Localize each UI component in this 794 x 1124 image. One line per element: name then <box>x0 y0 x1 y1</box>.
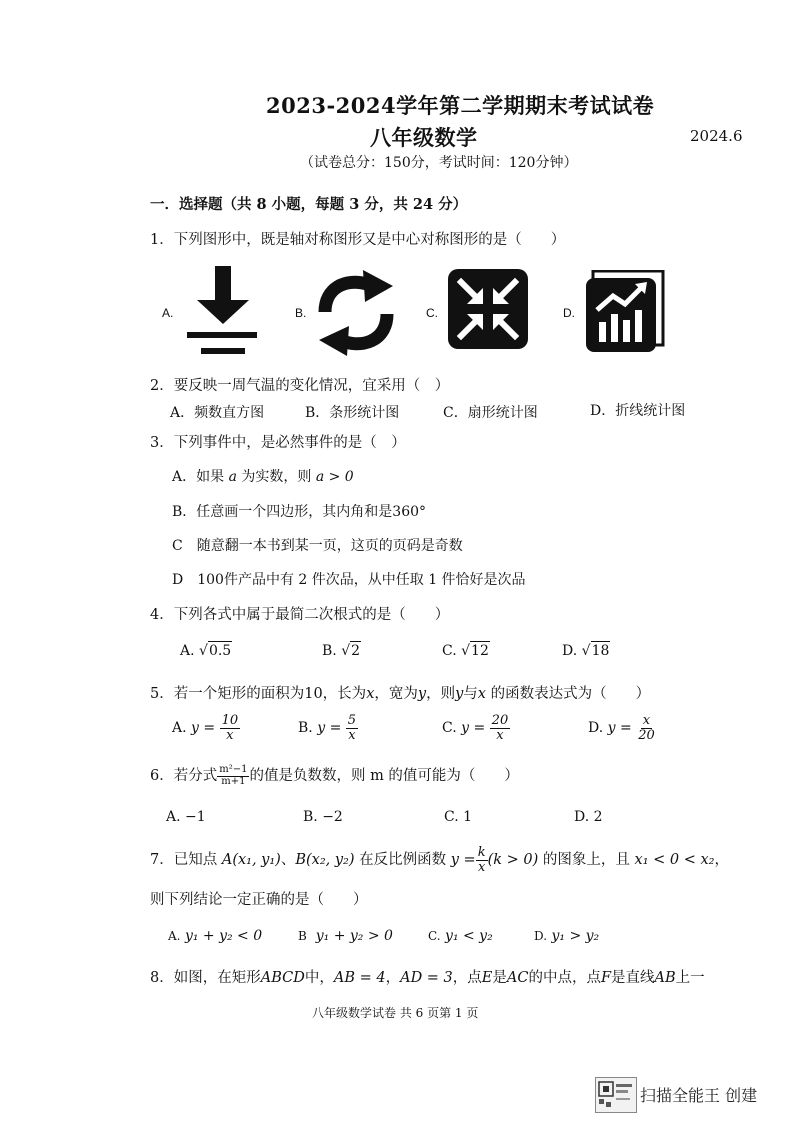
question-2-stem: 2．要反映一周气温的变化情况，宜采用（ ） <box>150 378 450 394</box>
q8-mid3: ，点 <box>452 970 482 986</box>
q7-a-label: A. <box>168 929 181 943</box>
q5-d-den: 20 <box>638 727 655 743</box>
scanner-logo-icon <box>595 1077 637 1113</box>
q5-var-y: y <box>417 686 427 702</box>
q8-mid6: 是直线 <box>611 970 655 986</box>
q5-var-y2: y <box>455 686 464 702</box>
q5-b-lhs: y = <box>317 720 342 737</box>
q6-option-c: C. 1 <box>444 809 473 825</box>
q6-stem-pre: 6．若分式 <box>150 768 218 784</box>
q7-stem-mid: 在反比例函数 <box>354 852 451 869</box>
q7-func-num: k <box>477 845 486 860</box>
q5-option-b <box>298 714 358 742</box>
q5-option-c <box>442 714 510 742</box>
q7-c-label: C. <box>428 929 441 943</box>
q4-option-d <box>562 641 610 659</box>
page-footer: 八年级数学试卷 共 6 页第 1 页 <box>312 1006 479 1020</box>
q7-point-a: A(x₁, y₁) <box>221 852 281 869</box>
q1-label-a: A. <box>162 306 174 320</box>
q3-a-pre: A．如果 <box>172 469 229 485</box>
q8-e: E <box>481 970 493 986</box>
question-7-line2: 则下列结论一定正确的是（ ） <box>150 892 368 908</box>
q5-c-num: 20 <box>491 713 509 728</box>
q5-d-fraction <box>636 714 657 742</box>
q5-d-label: D. <box>588 720 604 737</box>
refresh-arrows-icon <box>315 268 397 358</box>
q6-frac-num: m²−1 <box>219 764 248 775</box>
q4-d-label: D. <box>562 643 578 659</box>
q8-f: F <box>600 970 612 986</box>
q1-label-b: B. <box>295 306 307 320</box>
sqrt-symbol-a: √ 0.5 <box>199 643 232 659</box>
q5-c-lhs: y = <box>461 720 486 737</box>
q7-d-expr: y₁ > y₂ <box>551 928 600 944</box>
q8-mid2: ， <box>385 970 401 986</box>
q5-a-num: 10 <box>221 713 239 728</box>
q8-ab2: AB <box>654 970 676 986</box>
q5-stem-mid3: 与 <box>463 686 478 702</box>
question-7-stem <box>150 846 729 874</box>
q4-option-b <box>322 641 361 659</box>
page-title: 2023-2024学年第二学期期末考试试卷 <box>266 93 655 118</box>
q3-option-a <box>172 466 354 486</box>
q3-a-expr: a > 0 <box>315 469 354 485</box>
q3-a-mid: 为实数，则 <box>236 469 316 485</box>
q5-b-label: B. <box>298 720 313 737</box>
q7-func-cond: (k > 0) <box>487 852 539 869</box>
q5-d-lhs: y = <box>607 720 632 737</box>
q4-c-radicand: 12 <box>471 643 489 659</box>
exam-info: （试卷总分：150分，考试时间：120分钟） <box>300 155 578 171</box>
q7-cond: x₁ < 0 < x₂ <box>634 852 715 869</box>
q5-stem-mid1: ，宽为 <box>374 686 418 702</box>
q7-func-den: x <box>477 859 486 875</box>
q8-mid1: 中， <box>304 970 334 986</box>
sqrt-symbol-d: √ 18 <box>581 643 610 659</box>
q7-stem-mid2: 的图象上，且 <box>538 852 635 869</box>
q7-stem-end: ， <box>714 852 729 869</box>
q7-c-expr: y₁ < y₂ <box>445 928 493 944</box>
q5-b-den: x <box>348 727 356 743</box>
q4-option-c <box>442 641 490 659</box>
q4-b-label: B. <box>322 643 337 659</box>
q5-a-label: A. <box>172 720 187 737</box>
q4-d-radicand: 18 <box>591 643 610 659</box>
q7-option-a <box>168 928 262 944</box>
q5-option-a <box>172 714 240 742</box>
q6-option-b: B. −2 <box>303 809 343 825</box>
q5-b-fraction <box>346 714 358 742</box>
q7-d-label: D. <box>534 929 548 943</box>
scanner-watermark: 扫描全能王 创建 <box>640 1086 758 1105</box>
q8-ac: AC <box>506 970 529 986</box>
q2-option-d: D．折线统计图 <box>590 403 686 419</box>
q7-b-expr: y₁ + y₂ > 0 <box>315 928 393 944</box>
q5-c-fraction <box>490 714 511 742</box>
q5-stem-mid2: ，则 <box>426 686 456 702</box>
q6-fraction <box>217 765 249 787</box>
q4-a-radicand: 0.5 <box>208 643 232 659</box>
q7-point-b: B(x₂, y₂) <box>295 852 355 869</box>
q3-a-var: a <box>228 469 237 485</box>
q8-mid4: 是 <box>492 970 507 986</box>
question-3-stem: 3．下列事件中，是必然事件的是（ ） <box>150 435 406 451</box>
growth-chart-icon <box>585 270 665 354</box>
q5-stem-post: 的函数表达式为（ ） <box>485 686 651 702</box>
q7-func-fraction <box>476 846 488 874</box>
q7-option-b <box>298 928 393 944</box>
q7-sep: 、 <box>280 852 296 869</box>
q8-end: 上一 <box>675 970 705 986</box>
q8-rect: ABCD <box>260 970 305 986</box>
q6-frac-den: m+1 <box>221 775 246 787</box>
q1-label-d: D. <box>563 306 575 320</box>
section-heading: 一．选择题（共 8 小题，每题 3 分，共 24 分） <box>150 196 468 213</box>
q7-b-label: B <box>298 929 307 943</box>
subject-title: 八年级数学 <box>370 125 478 150</box>
q8-stem-pre: 8．如图，在矩形 <box>150 970 261 986</box>
down-arrow-bars-icon <box>183 262 263 362</box>
question-8-stem <box>150 966 705 987</box>
q7-option-d <box>534 928 599 944</box>
question-6-stem <box>150 764 519 787</box>
q5-d-num: x <box>642 713 651 728</box>
q5-stem-pre: 5．若一个矩形的面积为10，长为 <box>150 686 367 702</box>
q5-a-lhs: y = <box>191 720 216 737</box>
q6-stem-post: 的值是负数数，则 m 的值可能为（ ） <box>249 768 519 784</box>
q7-option-c <box>428 928 493 944</box>
q3-option-d: D 100件产品中有 2 件次品，从中任取 1 件恰好是次品 <box>172 572 526 588</box>
q1-label-c: C. <box>426 306 438 320</box>
q7-stem-pre: 7．已知点 <box>150 852 222 869</box>
q5-var-x2: x <box>477 686 486 702</box>
q4-option-a <box>180 641 232 659</box>
q4-a-label: A. <box>180 643 195 659</box>
q5-c-label: C. <box>442 720 457 737</box>
q8-ad: AD = 3 <box>400 970 453 986</box>
sqrt-symbol-c: √ 12 <box>461 643 489 659</box>
q8-mid5: 的中点，点 <box>528 970 601 986</box>
q6-option-d: D. 2 <box>574 809 603 825</box>
q7-a-expr: y₁ + y₂ < 0 <box>184 928 263 944</box>
q7-func-lhs: y = <box>450 852 476 869</box>
q3-option-c: C 随意翻一本书到某一页，这页的页码是奇数 <box>172 538 463 554</box>
collapse-arrows-icon <box>447 268 529 350</box>
q8-ab: AB = 4 <box>333 970 386 986</box>
q5-option-d <box>588 714 657 742</box>
exam-date: 2024.6 <box>690 127 743 145</box>
q2-option-c: C．扇形统计图 <box>443 405 538 421</box>
q5-b-num: 5 <box>347 713 357 728</box>
question-1-stem: 1．下列图形中，既是轴对称图形又是中心对称图形的是（ ） <box>150 232 566 248</box>
q5-a-fraction <box>220 714 241 742</box>
q6-option-a: A. −1 <box>166 809 206 825</box>
q2-option-b: B．条形统计图 <box>305 405 400 421</box>
question-5-stem <box>150 682 650 703</box>
q3-option-b: B．任意画一个四边形，其内角和是360° <box>172 504 427 520</box>
question-4-stem: 4．下列各式中属于最简二次根式的是（ ） <box>150 607 450 623</box>
q4-b-radicand: 2 <box>351 643 361 659</box>
q5-a-den: x <box>226 727 234 743</box>
q4-c-label: C. <box>442 643 457 659</box>
q5-var-x: x <box>366 686 375 702</box>
sqrt-symbol-b: √ 2 <box>341 643 361 659</box>
q2-option-a: A．频数直方图 <box>170 405 265 421</box>
q5-c-den: x <box>496 727 504 743</box>
